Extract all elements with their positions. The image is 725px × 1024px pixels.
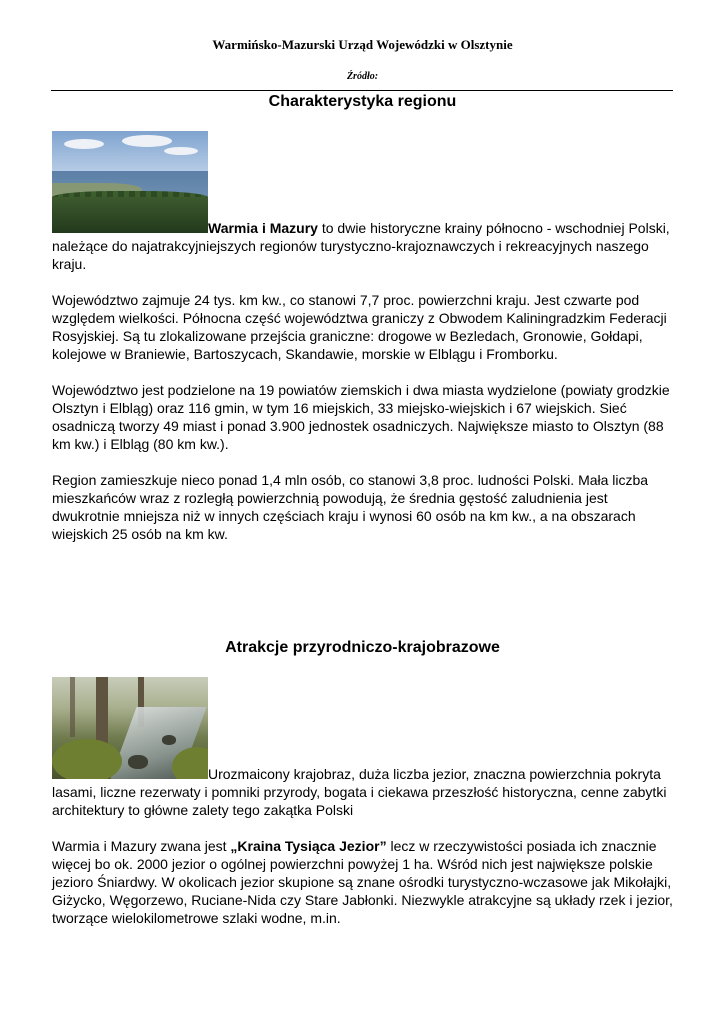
paragraph-area: Województwo zajmuje 24 tys. km kw., co stanowi 7,7 proc. powierzchni kraju. Jest czwarte pod względem wielkości. Północna część województwa graniczy z Obwodem Kaliningradzkim Federacji Rosyjskiej. Są tu zlokalizowane przejścia graniczne: drogowe w Bezledach, Gronowie, Gołdapi, kolejowe w Braniewie, Bartoszycach, Skandawie, morskie w Elblągu i Fromborku. [52, 292, 667, 362]
section-body-attractions [52, 677, 676, 927]
lakes-nickname-bold: „Kraina Tysiąca Jezior” [230, 838, 387, 854]
paragraph-administration: Województwo jest podzielone na 19 powiatów ziemskich i dwa miasta wydzielone (powiaty grodzkie Olsztyn i Elbląg) oraz 116 gmin, w tym 16 miejskich, 33 miejsko-wiejskich i 67 wiejskich. Sieć osadniczą tworzy 49 miast i ponad 3.900 jednostek osadniczych. Największe miasto to Olsztyn (88 km kw.) i Elbląg (80 km kw.). [52, 382, 670, 452]
section-title-attractions: Atrakcje przyrodniczo-krajobrazowe [225, 639, 500, 656]
paragraph-population: Region zamieszkuje nieco ponad 1,4 mln osób, co stanowi 3,8 proc. ludności Polski. Mała liczba mieszkańców wraz z rozległą powierzchnią powodują, że średnia gęstość zaludnienia jest dwukrotnie mniejsza niż w innych częściach kraju i wynosi 60 osób na km kw., a na obszarach wiejskich 25 osób na km kw. [52, 472, 649, 542]
intro-paragraph [52, 131, 676, 273]
header-divider [51, 90, 673, 91]
attractions-intro-paragraph [52, 677, 676, 819]
paragraph-lakes [52, 837, 676, 927]
header-source-label: Źródło: [346, 71, 379, 82]
lakes-text-rest: lecz w rzeczywistości posiada ich znacznie więcej bo ok. 2000 jezior o ogólnej powierzchni powyżej 1 ha. Wśród nich jest największe polskie jezioro Śniardwy. W okolicach jezior skupione są znane ośrodki turystyczno-wczasowe jak Mikołajki, Giżycko, Węgorzewo, Ruciane-Nida czy Stare Jabłonki. Niezwykle atrakcyjne są układy rzek i jezior, tworzące wielokilometrowe szlaki wodne, m.in. [52, 838, 673, 926]
lake-photo [52, 131, 208, 233]
attractions-intro-text: Urozmaicony krajobraz, duża liczba jezior, znaczna powierzchnia pokryta lasami, liczne rezerwaty i pomniki przyrody, bogata i ciekawa przeszłość historyczna, cenne zabytki architektury to główne zalety tego zakątka Polski [52, 766, 667, 818]
lakes-text-start: Warmia i Mazury zwana jest [52, 838, 231, 854]
section-title-characteristics: Charakterystyka regionu [268, 93, 457, 110]
forest-stream-photo [52, 677, 208, 779]
section-body-characteristics [52, 131, 676, 543]
region-name-bold: Warmia i Mazury [208, 220, 318, 236]
intro-text: to dwie historyczne krainy północno - wschodniej Polski, należące do najatrakcyjniejszych regionów turystyczno-krajoznawczych i rekreacyjnych naszego kraju. [52, 220, 670, 272]
header-title: Warmińsko-Mazurski Urząd Wojewódzki w Olsztynie [212, 37, 513, 52]
